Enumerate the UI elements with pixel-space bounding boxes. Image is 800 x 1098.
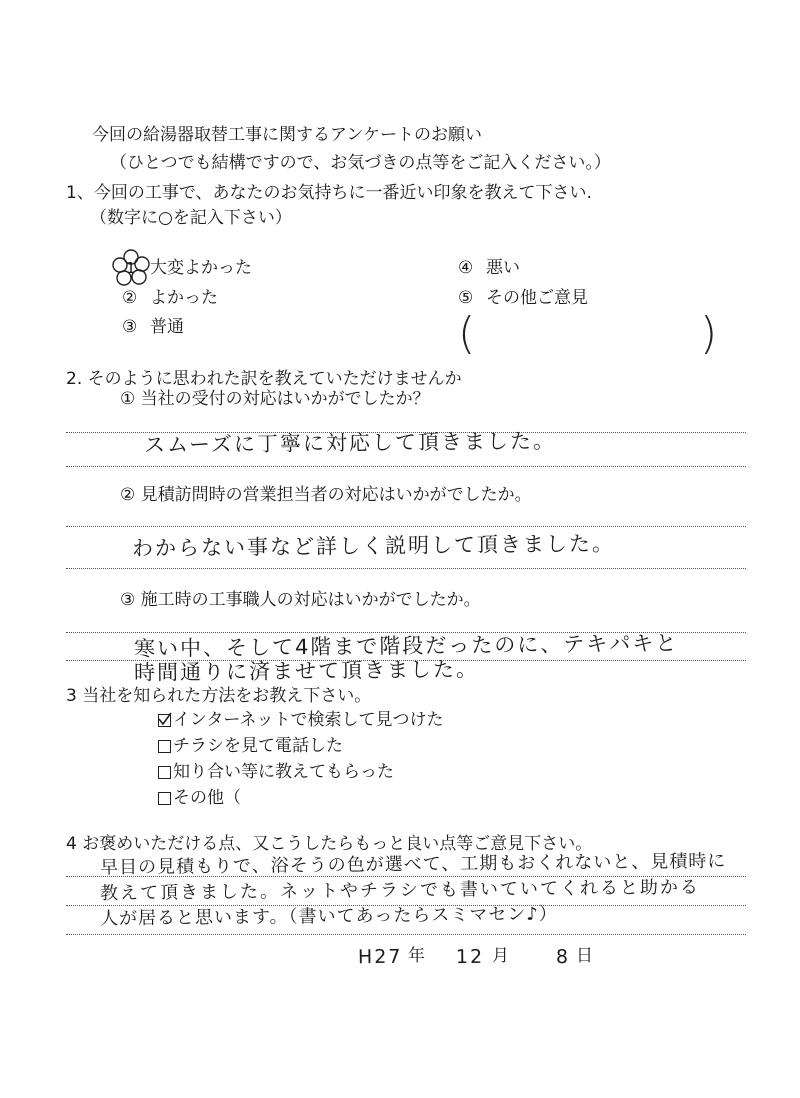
date-era-year[interactable]: H27	[357, 945, 403, 969]
answer-line	[66, 526, 746, 527]
q4-handwritten-answer-line3[interactable]: 人が居ると思います。（書いてあったらスミマセン♪）	[99, 903, 558, 930]
q2-sub1-handwritten-answer[interactable]: スムーズに丁寧に対応して頂きました。	[143, 428, 557, 458]
date-day[interactable]: 8	[555, 945, 571, 969]
q1-option-2-number[interactable]: ②	[122, 288, 138, 308]
q1-question: 1、今回の工事で、あなたのお気持ちに一番近い印象を教えて下さい.	[66, 183, 592, 203]
q2-sub1-label: ① 当社の受付の対応はいかがでしたか？	[120, 389, 430, 409]
q1-option-4-number[interactable]: ④	[458, 258, 474, 278]
q2-sub2-handwritten-answer[interactable]: わからない事など詳しく説明して頂きました。	[131, 531, 616, 561]
answer-line	[66, 466, 746, 467]
q1-option-3-number[interactable]: ③	[122, 317, 138, 337]
q3-checkbox-acquaintance[interactable]	[158, 766, 171, 779]
q1-option-2-label: よかった	[150, 288, 218, 308]
date-day-unit: 日	[576, 946, 593, 966]
q3-checkbox-other[interactable]	[158, 792, 171, 805]
q1-instruction: （数字に○を記入下さい）	[90, 208, 292, 228]
q1-option-5-number[interactable]: ⑤	[458, 288, 474, 308]
q2-sub2-label: ② 見積訪問時の営業担当者の対応はいかがでしたか。	[120, 485, 532, 505]
q3-question: 3 当社を知られた方法をお教え下さい。	[66, 686, 372, 706]
date-month[interactable]: 12	[455, 945, 485, 969]
q1-other-close-paren: )	[700, 308, 718, 359]
q1-option-5-label: その他ご意見	[486, 288, 588, 308]
date-month-unit: 月	[492, 946, 509, 966]
q3-checkbox-flyer[interactable]	[158, 740, 171, 753]
form-title: 今回の給湯器取替工事に関するアンケートのお願い	[92, 125, 482, 145]
q2-question: 2. そのように思われた訳を教えていただけませんか	[66, 369, 462, 389]
date-year-unit: 年	[408, 946, 425, 966]
q4-question: 4 お褒めいただける点、又こうしたらもっと良い点等ご意見下さい。	[66, 834, 593, 854]
q3-option-other-label: その他（	[173, 788, 241, 808]
q1-other-open-paren: (	[458, 308, 476, 359]
checkmark-icon	[157, 711, 173, 727]
answer-line	[66, 934, 746, 935]
q2-sub3-handwritten-answer-line2[interactable]: 時間通りに済ませて頂きました。	[133, 657, 480, 685]
q4-handwritten-answer-line1[interactable]: 早目の見積もりで、浴そうの色が選べて、工期もおくれないと、見積時に	[99, 850, 727, 879]
form-subtitle: （ひとつでも結構ですので、お気づきの点等をご記入ください。）	[110, 153, 611, 173]
answer-line	[66, 568, 746, 569]
q2-sub3-handwritten-answer-line1[interactable]: 寒い中、そして4階まで階段だったのに、テキパキと	[133, 631, 679, 661]
q2-sub3-label: ③ 施工時の工事職人の対応はいかがでしたか。	[120, 590, 481, 610]
q1-option-4-label: 悪い	[486, 258, 520, 278]
q1-option-1-label: 大変よかった	[150, 258, 252, 278]
q4-handwritten-answer-line2[interactable]: 教えて頂きました。ネットやチラシでも書いていてくれると助かる	[99, 876, 701, 905]
q3-option-flyer-label: チラシを見て電話した	[173, 736, 343, 756]
q3-option-acquaintance-label: 知り合い等に教えてもらった	[173, 762, 394, 782]
q1-option-1-number[interactable]: 1	[126, 259, 136, 277]
q1-option-3-label: 普通	[150, 317, 184, 337]
q3-option-internet-label: インターネットで検索して見つけた	[173, 710, 444, 730]
